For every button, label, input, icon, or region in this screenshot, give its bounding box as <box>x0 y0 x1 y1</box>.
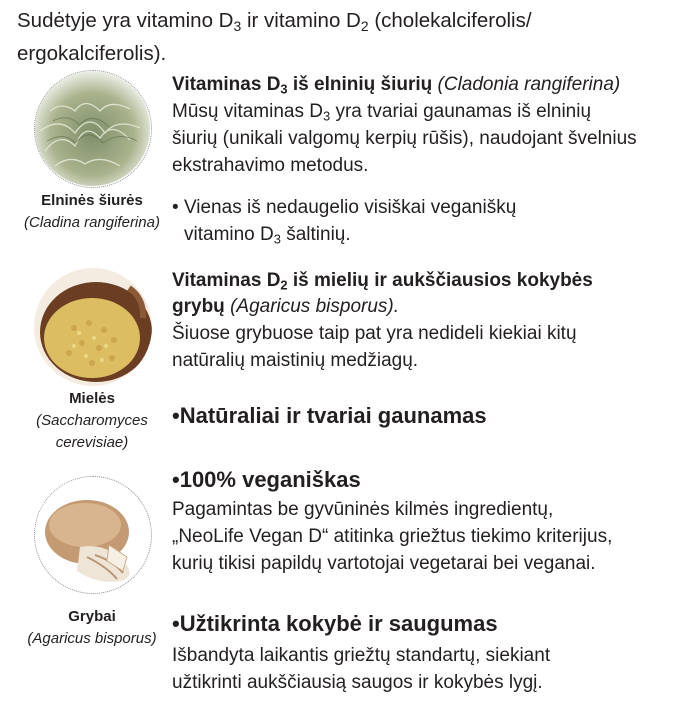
lichen-body: Mūsų vitaminas $D_3$ yra tvariai gaunamas iš elninių šiurių (unikali valgomų kerpių rūšis), naudojant švelnius ekstrahavimo metodus. <box>172 101 637 176</box>
yeast-heading: Vitaminas $D_2$ iš mielių ir aukščiausios kokybės grybų (Agaricus bisporus). <box>172 270 593 317</box>
lichen-image <box>35 71 150 186</box>
yeast-caption <box>12 388 172 454</box>
yeast-caption-latin-2: cerevisiae) <box>55 434 129 451</box>
mushroom-photo-border <box>34 476 152 594</box>
feature-vegan <box>172 466 682 577</box>
feature-quality-body: Išbandyta laikantis griežtų standartų, siekiant užtikrinti aukščiausią saugos ir kokybės lygį. <box>172 645 551 693</box>
yeast-body: Šiuose grybuose taip pat yra nedideli kiekiai kitų natūralių maistinių medžiagų. <box>172 323 577 371</box>
feature-quality-title: •Užtikrinta kokybė ir saugumas <box>172 611 498 636</box>
feature-quality <box>172 610 682 696</box>
yeast-caption-latin-1: (Saccharomyces <box>36 412 148 429</box>
lichen-photo-border <box>34 70 152 188</box>
mushroom-image <box>35 477 150 592</box>
bullet-icon: • <box>172 197 179 218</box>
yeast-caption-name: Mielės <box>69 390 115 407</box>
feature-vegan-body: Pagamintas be gyvūninės kilmės ingredientų, „NeoLife Vegan D“ atitinka griežtus tiekimo kriterijus, kurių tikisi papildų vartotojai vegetarai bei veganai. <box>172 499 613 574</box>
lichen-heading: Vitaminas $D_3$ iš elninių šiurių (Cladonia rangiferina) <box>172 74 621 97</box>
mushroom-caption <box>12 606 172 650</box>
bullet-icon: • <box>172 467 180 492</box>
mushroom-caption-name: Grybai <box>68 608 116 625</box>
lichen-section <box>172 72 682 179</box>
yeast-image <box>34 268 152 386</box>
intro-text: Sudėtyje yra vitamino $D_3$ ir vitamino $D_2$ (cholekalciferolis/ ergokalciferolis). <box>17 9 532 65</box>
bullet-icon: • <box>172 611 180 636</box>
yeast-photo <box>34 268 152 386</box>
mushroom-caption-latin: (Agaricus bisporus) <box>27 630 157 647</box>
yeast-section <box>172 268 682 374</box>
lichen-caption-latin: (Cladina rangiferina) <box>24 214 160 231</box>
feature-vegan-title: •100% veganiškas <box>172 467 361 492</box>
lichen-bullet: • Vienas iš nedaugelio visiškai veganiškų vitamino $D_3$ šaltinių. <box>172 197 517 247</box>
feature-natural-title: •Natūraliai ir tvariai gaunamas <box>172 403 487 428</box>
lichen-caption-name: Elninės šiurės <box>41 192 143 209</box>
bullet-icon: • <box>172 403 180 428</box>
lichen-caption <box>12 190 172 234</box>
